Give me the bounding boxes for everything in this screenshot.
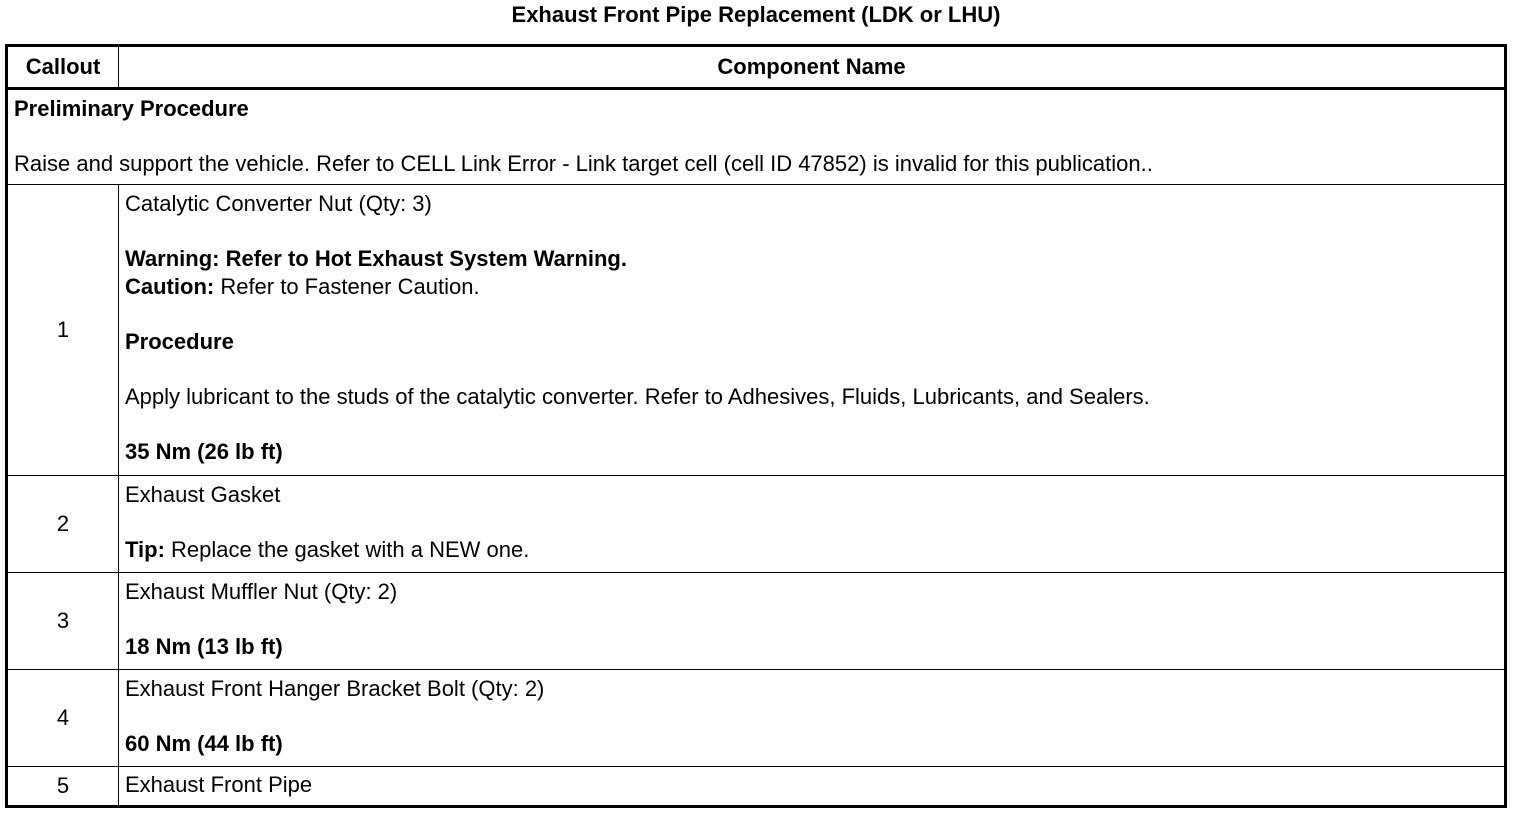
component-cell [119, 476, 1506, 573]
preliminary-heading: Preliminary Procedure [14, 96, 249, 121]
preliminary-row [7, 89, 1506, 185]
callout-cell: 5 [7, 767, 119, 807]
component-name: Exhaust Gasket [125, 482, 281, 507]
table-row [7, 185, 1506, 476]
procedure-text: Apply lubricant to the studs of the catalytic converter. Refer to Adhesives, Fluids, Lubricants, and Sealers. [125, 384, 1150, 409]
component-name: Catalytic Converter Nut (Qty: 3) [125, 191, 432, 216]
callout-cell: 3 [7, 573, 119, 670]
table-row [7, 670, 1506, 767]
callout-cell: 4 [7, 670, 119, 767]
component-cell [119, 670, 1506, 767]
component-cell [119, 573, 1506, 670]
caution-text: Refer to Fastener Caution. [214, 274, 480, 299]
tip-label: Tip: [125, 537, 165, 562]
component-name: Exhaust Muffler Nut (Qty: 2) [125, 579, 398, 604]
header-callout: Callout [7, 46, 119, 89]
caution-line [125, 273, 1498, 301]
table-row [7, 573, 1506, 670]
warning-text: Warning: Refer to Hot Exhaust System Warning. [125, 246, 627, 271]
callout-cell: 1 [7, 185, 119, 476]
torque-spec: 60 Nm (44 lb ft) [125, 731, 283, 756]
component-cell [119, 767, 1506, 807]
procedure-heading: Procedure [125, 329, 234, 354]
tip-text: Replace the gasket with a NEW one. [164, 537, 530, 562]
caution-label: Caution: [125, 274, 215, 299]
header-component-name: Component Name [119, 46, 1506, 89]
component-name: Exhaust Front Hanger Bracket Bolt (Qty: 2) [125, 676, 545, 701]
component-table [5, 44, 1507, 808]
table-row [7, 767, 1506, 807]
page-title: Exhaust Front Pipe Replacement (LDK or LHU) [511, 2, 1001, 27]
component-name: Exhaust Front Pipe [125, 772, 313, 797]
callout-cell: 2 [7, 476, 119, 573]
table-row [7, 476, 1506, 573]
torque-spec: 35 Nm (26 lb ft) [125, 439, 283, 464]
component-cell [119, 185, 1506, 476]
preliminary-text: Raise and support the vehicle. Refer to CELL Link Error - Link target cell (cell ID 47852) is invalid for this publication.. [14, 151, 1153, 176]
torque-spec: 18 Nm (13 lb ft) [125, 634, 283, 659]
preliminary-cell [7, 89, 1506, 185]
tip-line [125, 536, 1498, 564]
table-header-row [7, 46, 1506, 89]
